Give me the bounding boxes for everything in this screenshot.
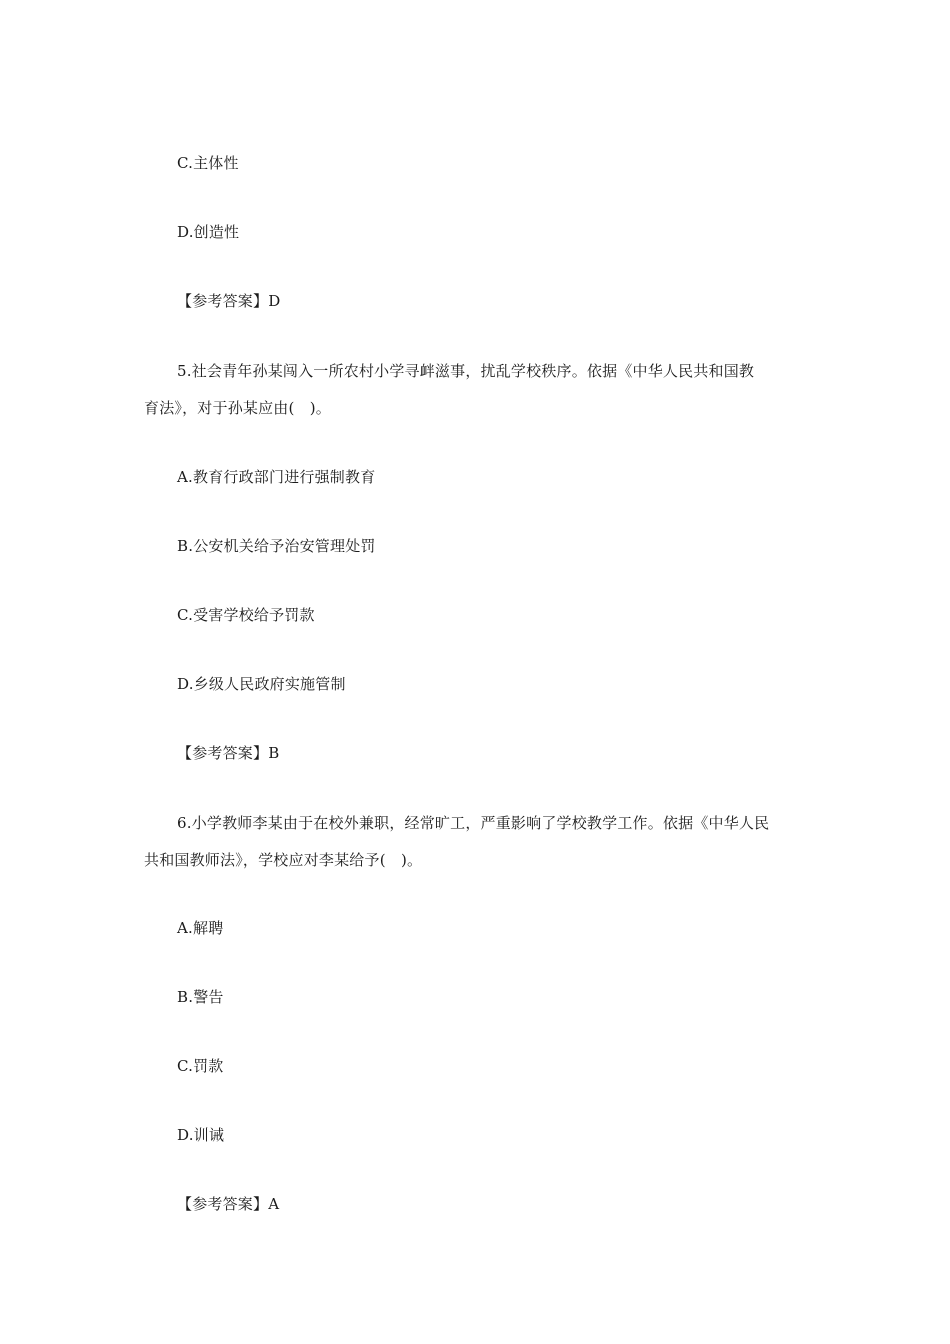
q5-option-d: D.乡级人民政府实施管制: [177, 675, 346, 693]
q6-answer: 【参考答案】A: [177, 1195, 280, 1213]
q4-option-c: C.主体性: [177, 154, 239, 172]
q5-answer: 【参考答案】B: [177, 744, 280, 762]
q6-stem-line1: 6.小学教师李某由于在校外兼职，经常旷工，严重影响了学校教学工作。依据《中华人民: [177, 814, 770, 832]
q5-stem-line2: 育法》，对于孙某应由( )。: [144, 399, 332, 417]
q6-option-d: D.训诫: [177, 1126, 225, 1144]
q5-stem-line1: 5.社会青年孙某闯入一所农村小学寻衅滋事，扰乱学校秩序。依据《中华人民共和国教: [177, 362, 755, 380]
q5-option-a: A.教育行政部门进行强制教育: [177, 468, 376, 486]
q4-option-d: D.创造性: [177, 223, 240, 241]
q5-option-c: C.受害学校给予罚款: [177, 606, 315, 624]
q5-option-b: B.公安机关给予治安管理处罚: [177, 537, 376, 555]
q6-option-c: C.罚款: [177, 1057, 224, 1075]
q4-answer: 【参考答案】D: [177, 292, 281, 310]
q6-option-b: B.警告: [177, 988, 224, 1006]
q6-stem-line2: 共和国教师法》，学校应对李某给予( )。: [144, 851, 423, 869]
q6-option-a: A.解聘: [177, 919, 224, 937]
